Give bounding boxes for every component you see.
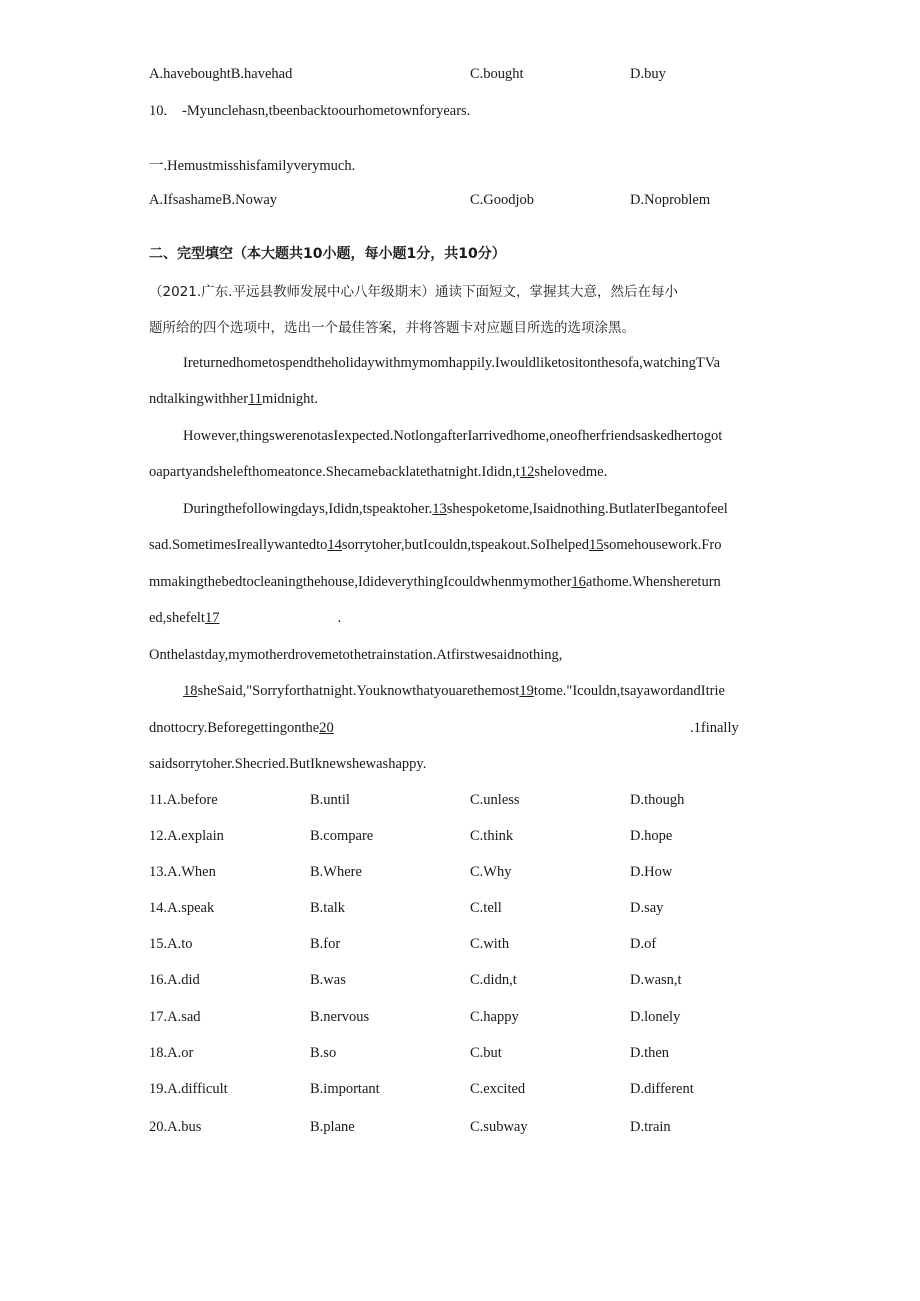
question-13-option-b: B.Where	[310, 864, 362, 880]
question-17-option-b: B.nervous	[310, 1009, 370, 1025]
q10-number: 10.	[149, 103, 168, 119]
question-14-option-d: D.say	[630, 900, 664, 916]
passage-line: ed,shefelt17 .	[149, 610, 342, 626]
question-20-option-b: B.plane	[310, 1119, 355, 1135]
q10-option-ab: A.IfsashameB.Noway	[149, 192, 278, 208]
passage-line: Ireturnedhometospendtheholidaywithmymomhappily.Iwouldliketositonthesofa,watchingTVa	[183, 355, 721, 371]
question-17-option-d: D.lonely	[630, 1009, 681, 1025]
question-13-option-c: C.Why	[470, 864, 512, 880]
passage-line: mmakingthebedtocleaningthehouse,IdideverythingIcouldwhenmymother16athome.Whenshereturn	[149, 574, 721, 590]
blank-19: 19	[519, 683, 534, 699]
question-12-option-b: B.compare	[310, 828, 374, 844]
question-17-option-c: C.happy	[470, 1009, 519, 1025]
blank-20: 20	[319, 720, 334, 736]
question-16-option-c: C.didn,t	[470, 972, 517, 988]
question-12-option-c: C.think	[470, 828, 514, 844]
blank-17: 17	[204, 610, 220, 626]
question-20-option-c: C.subway	[470, 1119, 528, 1135]
question-16-option-d: D.wasn,t	[630, 972, 682, 988]
q9-option-d: D.buy	[630, 66, 666, 82]
q10-prompt: -Myunclehasn,tbeenbacktoourhometownforyears.	[182, 103, 471, 119]
question-19-option-d: D.different	[630, 1081, 694, 1097]
q10-option-c: C.Goodjob	[470, 192, 535, 208]
question-11-option-d: D.though	[630, 792, 685, 808]
passage-line-end: .1finally	[690, 720, 739, 736]
question-12-option-d: D.hope	[630, 828, 673, 844]
section-intro-line-1: （2021.广东.平远县教师发展中心八年级期末）通读下面短文，掌握其大意，然后在每小	[149, 284, 678, 300]
passage-line: Duringthefollowingdays,Ididn,tspeaktoher.13shespoketome,Isaidnothing.ButlaterIbegantofeel	[183, 501, 728, 517]
blank-16: 16	[571, 574, 586, 590]
q9-option-ab: A.haveboughtB.havehad	[149, 66, 293, 82]
blank-13: 13	[432, 501, 447, 517]
question-19-option-b: B.important	[310, 1081, 380, 1097]
question-17-option-a: 17.A.sad	[149, 1009, 201, 1025]
question-13-option-d: D.How	[630, 864, 673, 880]
question-11-option-a: 11.A.before	[149, 792, 218, 808]
question-15-option-d: D.of	[630, 936, 657, 952]
question-14-option-b: B.talk	[310, 900, 346, 916]
question-11-option-b: B.until	[310, 792, 350, 808]
question-18-option-c: C.but	[470, 1045, 502, 1061]
passage-line: 18sheSaid,"Sorryforthatnight.Youknowthatyouarethemost19tome."Icouldn,tsayawordandItrie	[183, 683, 725, 699]
passage-line: sad.SometimesIreallywantedto14sorrytoher,butIcouldn,tspeakout.SoIhelped15somehousework.Fro	[149, 537, 722, 553]
blank-12: 12	[519, 464, 535, 480]
q10-option-d: D.Noproblem	[630, 192, 711, 208]
passage-line: Onthelastday,mymotherdrovemetothetrainstation.Atfirstwesaidnothing,	[149, 647, 563, 663]
question-20-option-d: D.train	[630, 1119, 671, 1135]
question-20-option-a: 20.A.bus	[149, 1119, 202, 1135]
question-14-option-a: 14.A.speak	[149, 900, 215, 916]
question-15-option-c: C.with	[470, 936, 510, 952]
passage-line: oapartyandshelefthomeatonce.Shecamebacklatethatnight.Ididn,t12shelovedme.	[149, 464, 608, 480]
question-18-option-a: 18.A.or	[149, 1045, 194, 1061]
question-14-option-c: C.tell	[470, 900, 502, 916]
blank-18: 18	[183, 683, 198, 699]
question-13-option-a: 13.A.When	[149, 864, 216, 880]
passage-line: saidsorrytoher.Shecried.ButIknewshewashappy.	[149, 756, 427, 772]
question-16-option-b: B.was	[310, 972, 346, 988]
blank-11: 11	[248, 391, 263, 407]
question-18-option-d: D.then	[630, 1045, 670, 1061]
passage-line: dnottocry.Beforegettingonthe20	[149, 720, 334, 736]
question-11-option-c: C.unless	[470, 792, 520, 808]
question-19-option-a: 19.A.difficult	[149, 1081, 228, 1097]
passage-line: ndtalkingwithher11midnight.	[149, 391, 319, 407]
question-15-option-b: B.for	[310, 936, 341, 952]
blank-14: 14	[327, 537, 342, 553]
section-heading: 二、完型填空（本大题共10小题，每小题1分，共10分）	[149, 246, 506, 262]
question-19-option-c: C.excited	[470, 1081, 526, 1097]
question-15-option-a: 15.A.to	[149, 936, 193, 952]
q10-reply: 一.Hemustmisshisfamilyverymuch.	[149, 158, 356, 174]
question-12-option-a: 12.A.explain	[149, 828, 224, 844]
passage-line: However,thingswerenotasIexpected.NotlongafterIarrivedhome,oneofherfriendsaskedhertogot	[183, 428, 723, 444]
blank-15: 15	[588, 537, 604, 553]
section-intro-line-2: 题所给的四个选项中，选出一个最佳答案，并将答题卡对应题目所选的选项涂黑。	[149, 320, 635, 336]
question-16-option-a: 16.A.did	[149, 972, 200, 988]
question-18-option-b: B.so	[310, 1045, 337, 1061]
q9-option-c: C.bought	[470, 66, 524, 82]
